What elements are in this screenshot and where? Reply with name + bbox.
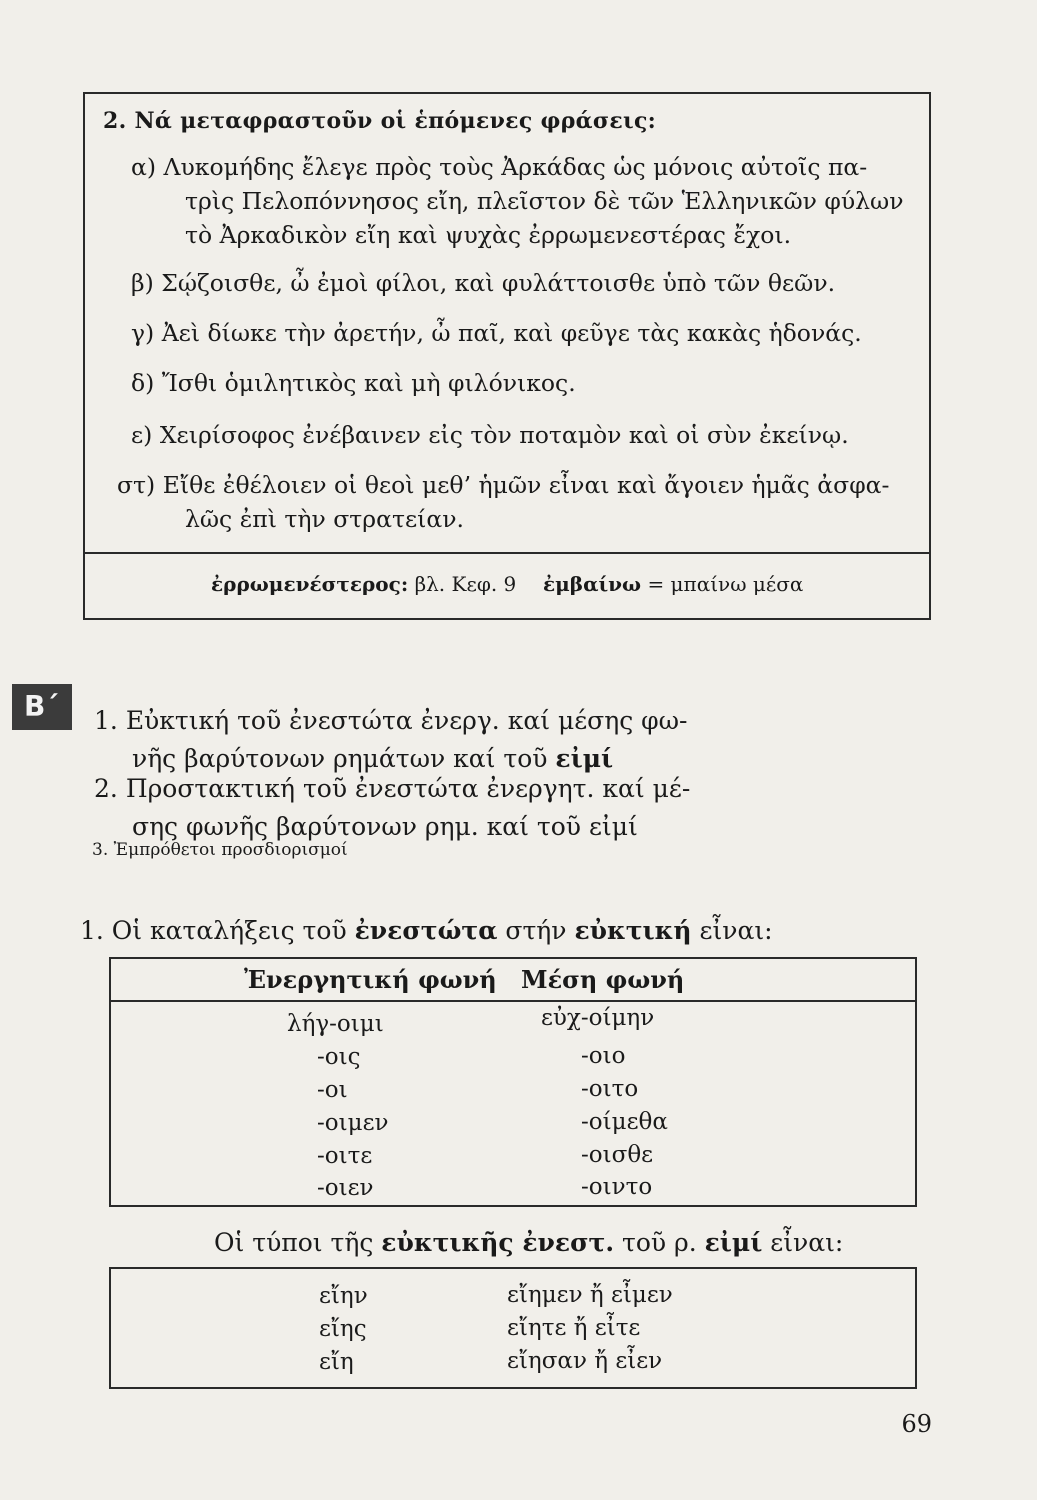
topic-3: 3. Ἐμπρόθετοι προσδιορισμοί	[92, 840, 348, 860]
eimi-pl-2: εἴητε ἤ εἶτε	[507, 1315, 641, 1341]
gloss-divider	[85, 552, 929, 554]
item-st: στ) Εἴθε ἐθέλοιεν οἱ θεοὶ μεθ’ ἡμῶν εἶναι καὶ ἄγοιεν ἡμᾶς ἀσφα-	[117, 471, 890, 499]
exercise-box	[83, 92, 931, 620]
active-6: -οιεν	[317, 1175, 374, 1201]
active-1: λήγ-οιμι	[287, 1011, 384, 1037]
middle-5: -οισθε	[581, 1142, 654, 1168]
header-middle-voice: Μέση φωνή	[521, 965, 685, 994]
topic-2-line2: σης φωνῆς βαρύτονων ρημ. καί τοῦ εἰμί	[132, 812, 638, 841]
eimi-heading: Οἱ τύποι τῆς εὐκτικῆς ἐνεστ. τοῦ ρ. εἰμί εἶναι:	[214, 1228, 844, 1257]
topic-1: 1. Εὐκτική τοῦ ἐνεστώτα ἐνεργ. καί μέσης φω-	[94, 706, 688, 735]
middle-6: -οιντο	[581, 1174, 653, 1200]
eimi-pl-1: εἴημεν ἤ εἶμεν	[507, 1282, 673, 1308]
eimi-sg-2: εἴης	[319, 1316, 367, 1342]
middle-2: -οιο	[581, 1043, 626, 1069]
item-a-line2: τρὶς Πελοπόννησος εἴη, πλεῖστον δὲ τῶν Ἑλληνικῶν φύλων	[185, 187, 904, 215]
endings-heading: 1. Οἱ καταλήξεις τοῦ ἐνεστώτα στήν εὐκτική εἶναι:	[80, 916, 773, 945]
item-d: δ) Ἴσθι ὁμιλητικὸς καὶ μὴ φιλόνικος.	[131, 369, 576, 397]
item-a-line3: τὸ Ἀρκαδικὸν εἴη καὶ ψυχὰς ἐρρωμενεστέρας ἔχοι.	[185, 221, 792, 249]
middle-1: εὐχ-οίμην	[541, 1005, 655, 1031]
item-e: ε) Χειρίσοφος ἐνέβαινεν εἰς τὸν ποταμὸν καὶ οἱ σὺν ἐκείνῳ.	[131, 421, 849, 449]
exercise-title: 2. Νά μεταφραστοῦν οἱ ἑπόμενες φράσεις:	[103, 108, 657, 134]
item-a: α) Λυκομήδης ἔλεγε πρὸς τοὺς Ἀρκάδας ὡς μόνοις αὐτοῖς πα-	[131, 153, 868, 181]
gloss-1: ἐρρωμενέστερος: βλ. Κεφ. 9	[211, 572, 517, 596]
section-b-marker: Β΄	[12, 684, 72, 730]
header-rule	[111, 1000, 915, 1002]
eimi-sg-3: εἴη	[319, 1349, 354, 1375]
header-active-voice: Ἐνεργητική φωνή	[244, 965, 497, 994]
eimi-optative-table	[109, 1267, 917, 1389]
middle-4: -οίμεθα	[581, 1109, 668, 1135]
active-5: -οιτε	[317, 1143, 373, 1169]
active-2: -οις	[317, 1044, 361, 1070]
page-number: 69	[901, 1410, 932, 1438]
endings-table	[109, 957, 917, 1207]
middle-3: -οιτο	[581, 1076, 639, 1102]
topic-1-line2: νῆς βαρύτονων ρημάτων καί τοῦ εἰμί	[132, 744, 614, 773]
item-st-line2: λῶς ἐπὶ τὴν στρατείαν.	[185, 505, 465, 533]
item-b: β) Σῴζοισθε, ὦ ἐμοὶ φίλοι, καὶ φυλάττοισθε ὑπὸ τῶν θεῶν.	[131, 269, 836, 297]
active-4: -οιμεν	[317, 1110, 389, 1136]
item-c: γ) Ἀεὶ δίωκε τὴν ἀρετήν, ὦ παῖ, καὶ φεῦγε τὰς κακὰς ἡδονάς.	[131, 319, 862, 347]
active-3: -οι	[317, 1077, 348, 1103]
eimi-pl-3: εἴησαν ἤ εἶεν	[507, 1348, 663, 1374]
gloss-2: ἐμβαίνω = μπαίνω μέσα	[543, 572, 804, 596]
eimi-sg-1: εἴην	[319, 1283, 368, 1309]
topic-2: 2. Προστακτική τοῦ ἐνεστώτα ἐνεργητ. καί μέ-	[94, 774, 691, 803]
